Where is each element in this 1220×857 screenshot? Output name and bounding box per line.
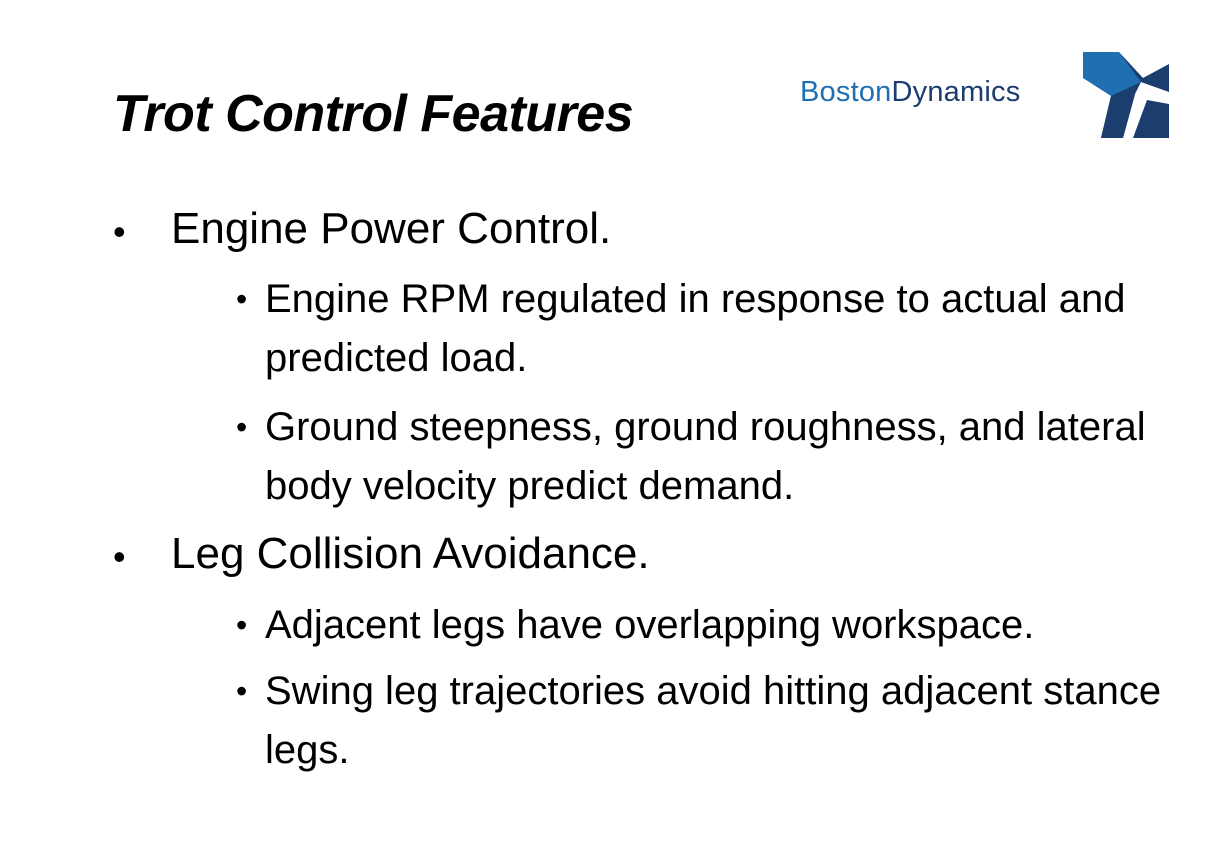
logo-wordmark <box>800 76 1020 109</box>
logo-word-boston: Boston <box>800 76 892 108</box>
sub-bullet-item <box>236 398 1176 516</box>
sub-bullet-marker: • <box>236 281 248 317</box>
sub-bullet-item <box>236 662 1176 780</box>
logo-word-dynamics: Dynamics <box>891 76 1021 108</box>
boston-dynamics-emblem-icon <box>1083 52 1169 138</box>
sub-bullet-marker: • <box>236 607 248 643</box>
sub-bullet-item <box>236 270 1176 388</box>
bullet-marker: • <box>113 536 126 577</box>
sub-bullet-marker: • <box>236 409 248 445</box>
sub-bullet-marker: • <box>236 673 248 709</box>
sub-bullet-text: Ground steepness, ground roughness, and lateral body velocity predict demand. <box>265 405 1146 508</box>
bullet-marker: • <box>113 211 126 252</box>
sub-bullet-text: Adjacent legs have overlapping workspace. <box>265 603 1035 647</box>
sub-bullet-text: Swing leg trajectories avoid hitting adjacent stance legs. <box>265 669 1162 772</box>
sub-bullet-item <box>236 596 1176 655</box>
bullet-text: Engine Power Control. <box>171 204 612 253</box>
bullet-text: Leg Collision Avoidance. <box>171 529 650 578</box>
slide-title: Trot Control Features <box>113 85 634 143</box>
sub-bullet-text: Engine RPM regulated in response to actual and predicted load. <box>265 277 1126 380</box>
boston-dynamics-logo <box>800 52 1172 142</box>
